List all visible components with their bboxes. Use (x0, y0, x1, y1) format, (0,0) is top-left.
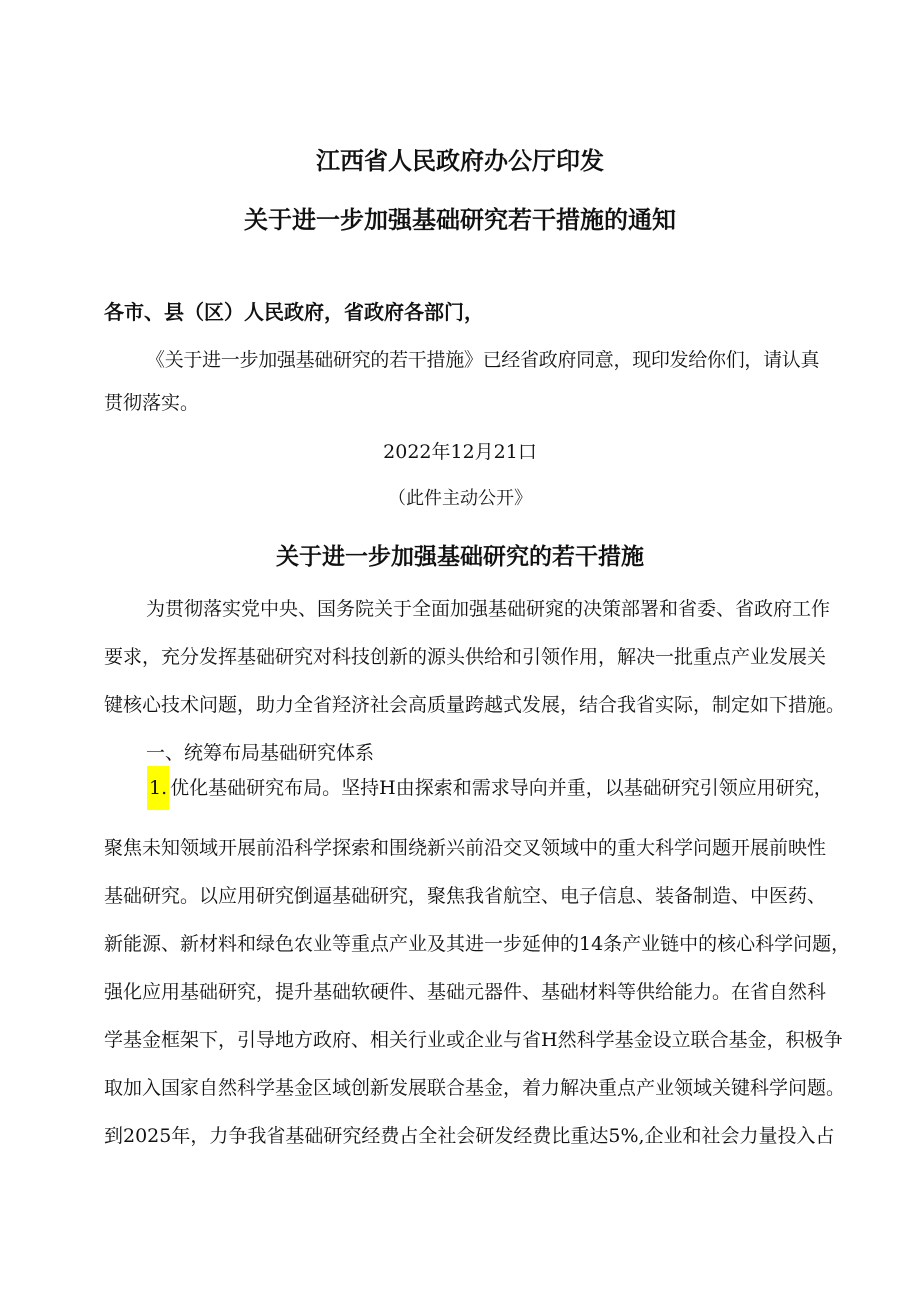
item-1-first-line-text: 优化基础研究布局。坚持H由探索和需求导向并重，以基础研究引领应用研究， (170, 777, 833, 799)
section-title: 关于进一步加强基础研究的若干措施 (276, 544, 644, 570)
item-1-line-5: 强化应用基础研究，提升基础软硬件、基础元器件、基础材料等供给能力。在省自然科 (104, 981, 827, 1003)
item-1-line-2: 聚焦未知领域开展前沿科学探索和围绕新兴前沿交叉领域中的重大科学问题开展前映性 (104, 837, 827, 859)
notice-line2: 贯彻落实。 (104, 392, 200, 414)
item-1-number-highlight: 1. (147, 766, 169, 810)
intro-line-3: 键核心技术问题，助力全省羟济社会高质量跨越式发展，结合我省实际，制定如下措施。 (104, 694, 846, 716)
disclosure-note: （此件主动公开》 (388, 488, 532, 509)
item-1-first-line (147, 766, 833, 810)
document-title-line1: 江西省人民政府办公厅印发 (316, 147, 604, 175)
item-1-line-7: 取加入国家自然科学基金区域创新发展联合基金，着力解决重点产业领域关键科学问题。 (104, 1077, 846, 1099)
notice-line1: 《关于进一步加强基础研究的若干措施》已经省政府同意，现印发给你们，请认真 (146, 349, 820, 371)
item-1-line-8: 到2025年，力争我省基础研究经费占全社会研发经费比重达5%,企业和社会力量投入占 (104, 1125, 835, 1147)
item-1-line-6: 学基金框架下，引导地方政府、相关行业或企业与省H然科学基金设立联合基金，积极争 (104, 1029, 843, 1051)
intro-line-1: 为贯彻落实党中央、国务院关于全面加强基础研窕的决策部署和省委、省政府工作 (146, 598, 831, 620)
intro-line-2: 要求，充分发挥基础研究对科技创新的源头供给和引领作用，解决一批重点产业发展关 (104, 646, 827, 668)
issue-date: 2022年12月21口 (383, 441, 537, 463)
salutation: 各市、县（区）人民政府，省政府各部门， (104, 300, 484, 324)
item-1-line-3: 基础研究。以应用研究倒逼基础研究，聚焦我省航空、电子信息、装备制造、中医药、 (104, 885, 827, 907)
document-title-line2: 关于进一步加强基础研究若干措施的通知 (244, 206, 676, 234)
item-1-line-4: 新能源、新材料和绿色农业等重点产业及其进一步延伸的14条产业链中的核心科学问题， (104, 933, 851, 955)
heading-1: 一、统筹布局基础研究体系 (146, 742, 375, 764)
